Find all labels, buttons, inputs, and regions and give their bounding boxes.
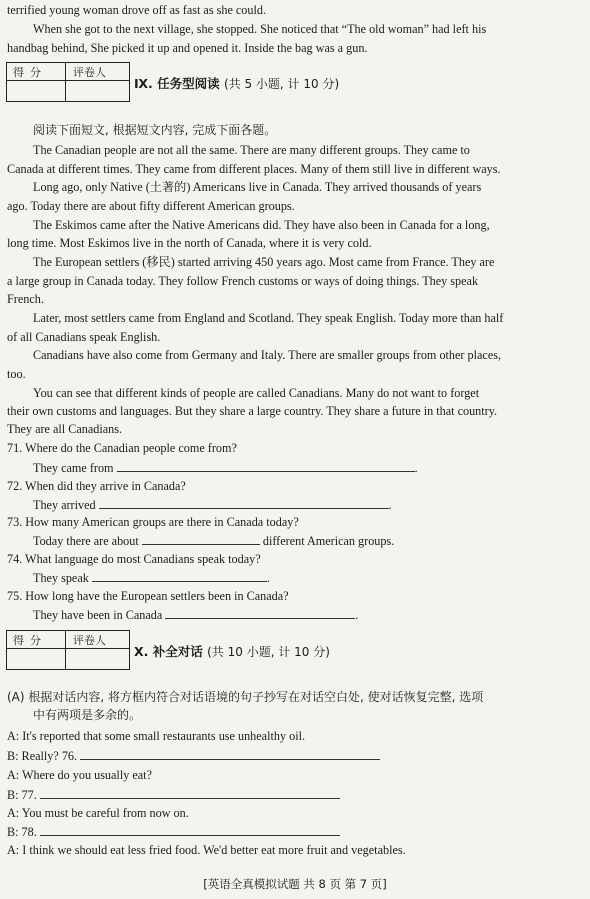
section-9-header — [0, 62, 590, 102]
answer-prefix: They speak — [33, 571, 89, 585]
score-label: 得分 — [13, 634, 47, 647]
answer-prefix: They came from — [33, 461, 114, 475]
passage-line: Canadians have also come from Germany and Italy. There are smaller groups from other places, — [33, 348, 502, 362]
question-72: 72. When did they arrive in Canada? — [7, 479, 186, 493]
answer-prefix: They arrived — [33, 498, 96, 512]
passage-line: The Eskimos came after the Native Americans did. They have also been in Canada for a long, — [33, 218, 490, 232]
answer-prefix: Today there are about — [33, 534, 139, 548]
passage-line: long time. Most Eskimos live in the north of Canada, where it is very cold. — [7, 236, 372, 250]
dialogue-blank-76[interactable] — [80, 748, 380, 760]
answer-line-71 — [33, 460, 418, 476]
answer-blank-75[interactable] — [165, 607, 355, 619]
section-9-title — [134, 74, 339, 92]
section-9-instruction: 阅读下面短文, 根据短文内容, 完成下面各题。 — [33, 123, 277, 137]
grader-label: 评卷人 — [73, 66, 106, 79]
dialogue-line-78 — [7, 824, 340, 840]
answer-blank-73[interactable] — [142, 533, 260, 545]
dialogue-line: A: It's reported that some small restaurants use unhealthy oil. — [7, 729, 306, 743]
answer-line-75 — [33, 607, 358, 623]
answer-blank-72[interactable] — [99, 497, 389, 509]
passage-line: their own customs and languages. But they share a large country. They share a future in that country. — [7, 404, 498, 418]
answer-suffix: . — [355, 608, 359, 622]
passage-line: French. — [7, 292, 44, 306]
grader-label: 评卷人 — [73, 634, 106, 647]
answer-suffix: . — [388, 498, 392, 512]
dialogue-line: A: You must be careful from now on. — [7, 806, 189, 820]
passage-line: of all Canadians speak English. — [7, 330, 161, 344]
passage-line: Long ago, only Native (土著的) Americans live in Canada. They arrived thousands of years — [33, 180, 482, 194]
passage-line: The European settlers (移民) started arriving 450 years ago. Most came from France. They are — [33, 255, 495, 269]
dialogue-line: A: Where do you usually eat? — [7, 768, 152, 782]
passage-line: too. — [7, 367, 26, 381]
answer-prefix: They have been in Canada — [33, 608, 163, 622]
passage-line: handbag behind, She picked it up and opened it. Inside the bag was a gun. — [7, 41, 368, 55]
section-note: (共 5 小题, 计 10 分) — [223, 77, 340, 91]
section-title-text: X. 补全对话 — [134, 644, 203, 659]
answer-suffix: . — [266, 571, 270, 585]
dialogue-line: A: I think we should eat less fried food. We'd better eat more fruit and vegetables. — [7, 843, 406, 857]
dialogue-text: B: 78. — [7, 825, 37, 839]
passage-line: When she got to the next village, she stopped. She noticed that “The old woman” had left his — [33, 22, 487, 36]
passage-line: Later, most settlers came from England and Scotland. They speak English. Today more than half — [33, 311, 504, 325]
section-10-instruction: (A) 根据对话内容, 将方框内符合对话语境的句子抄写在对话空白处, 使对话恢复完整, 选项 — [7, 690, 484, 704]
question-75: 75. How long have the European settlers been in Canada? — [7, 589, 289, 603]
answer-suffix: different American groups. — [262, 534, 395, 548]
passage-line: They are all Canadians. — [7, 422, 123, 436]
dialogue-line-77 — [7, 787, 340, 803]
dialogue-line-76 — [7, 748, 380, 764]
section-10-title — [134, 642, 330, 660]
section-10-header — [0, 630, 590, 670]
section-note: (共 10 小题, 计 10 分) — [207, 645, 330, 659]
passage-line: a large group in Canada today. They follow French customs or ways of doing things. They speak — [7, 274, 479, 288]
score-label: 得分 — [13, 66, 47, 79]
question-74: 74. What language do most Canadians speak today? — [7, 552, 261, 566]
passage-line: You can see that different kinds of people are called Canadians. Many do not want to forget — [33, 386, 480, 400]
dialogue-text: B: Really? 76. — [7, 749, 78, 763]
dialogue-blank-77[interactable] — [40, 787, 340, 799]
page-footer: [英语全真模拟试题 共 8 页 第 7 页] — [203, 877, 387, 891]
question-71: 71. Where do the Canadian people come from? — [7, 441, 237, 455]
answer-line-72 — [33, 497, 392, 513]
passage-line: ago. Today there are about fifty different American groups. — [7, 199, 295, 213]
dialogue-text: B: 77. — [7, 788, 37, 802]
passage-line: The Canadian people are not all the same. There are many different groups. They came to — [33, 143, 470, 157]
section-10-instruction: 中有两项是多余的。 — [33, 708, 142, 722]
score-box — [6, 630, 130, 670]
answer-blank-74[interactable] — [92, 570, 267, 582]
dialogue-blank-78[interactable] — [40, 824, 340, 836]
section-title-text: Ⅸ. 任务型阅读 — [134, 76, 220, 91]
answer-suffix: . — [414, 461, 418, 475]
question-73: 73. How many American groups are there in Canada today? — [7, 515, 299, 529]
score-box — [6, 62, 130, 102]
passage-line: Canada at different times. They came from different places. Many of them still live in different ways. — [7, 162, 501, 176]
answer-blank-71[interactable] — [117, 460, 415, 472]
answer-line-74 — [33, 570, 270, 586]
answer-line-73 — [33, 533, 394, 549]
passage-line: terrified young woman drove off as fast as she could. — [7, 3, 267, 17]
